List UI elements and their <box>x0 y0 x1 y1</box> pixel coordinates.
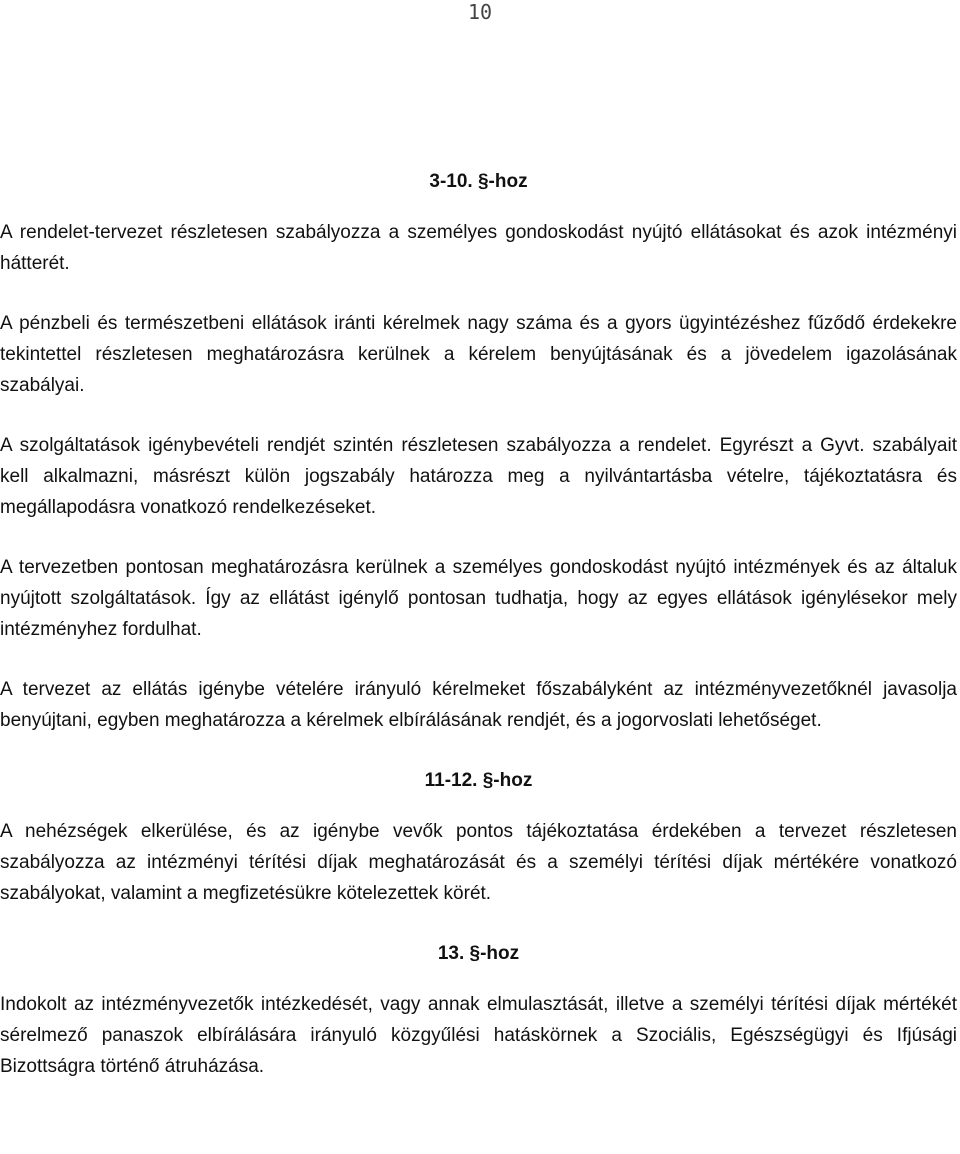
section-heading-13: 13. §-hoz <box>437 943 520 964</box>
section-heading-3-10: 3-10. §-hoz <box>429 171 528 192</box>
page-number: 10 <box>467 0 493 24</box>
document-body <box>0 166 957 1082</box>
section-heading-11-12: 11-12. §-hoz <box>424 770 533 791</box>
paragraph: A tervezetben pontosan meghatározásra kerülnek a személyes gondoskodást nyújtó intézmények és az általuk nyújtott szolgáltatások. Így az ellátást igénylő pontosan tudhatja, hogy az egyes ellátások igénylésekor mely intézményhez fordulhat. <box>0 557 957 640</box>
paragraph: A szolgáltatások igénybevételi rendjét szintén részletesen szabályozza a rendelet. Egyrészt a Gyvt. szabályait kell alkalmazni, másrészt külön jogszabály határozza meg a nyilvántartásba vételre, tájékoztatásra és megállapodásra vonatkozó rendelkezéseket. <box>0 435 957 518</box>
paragraph: A pénzbeli és természetbeni ellátások iránti kérelmek nagy száma és a gyors ügyintézéshez fűződő érdekekre tekintettel részletesen meghatározásra kerülnek a kérelem benyújtásának és a jövedelem igazolásának szabályai. <box>0 313 957 396</box>
paragraph: Indokolt az intézményvezetők intézkedését, vagy annak elmulasztását, illetve a személyi térítési díjak mértékét sérelmező panaszok elbírálására irányuló közgyűlési hatáskörnek a Szociális, Egészségügyi és Ifjúsági Bizottságra történő átruházása. <box>0 994 957 1077</box>
paragraph: A nehézségek elkerülése, és az igénybe vevők pontos tájékoztatása érdekében a tervezet részletesen szabályozza az intézményi térítési díjak meghatározását és a személyi térítési díjak mértékére vonatkozó szabályokat, valamint a megfizetésükre kötelezettek körét. <box>0 821 957 904</box>
paragraph: A tervezet az ellátás igénybe vételére irányuló kérelmeket főszabályként az intézményvezetőknél javasolja benyújtani, egyben meghatározza a kérelmek elbírálásának rendjét, és a jogorvoslati lehetőséget. <box>0 679 957 731</box>
paragraph: A rendelet-tervezet részletesen szabályozza a személyes gondoskodást nyújtó ellátásokat és azok intézményi hátterét. <box>0 222 957 274</box>
